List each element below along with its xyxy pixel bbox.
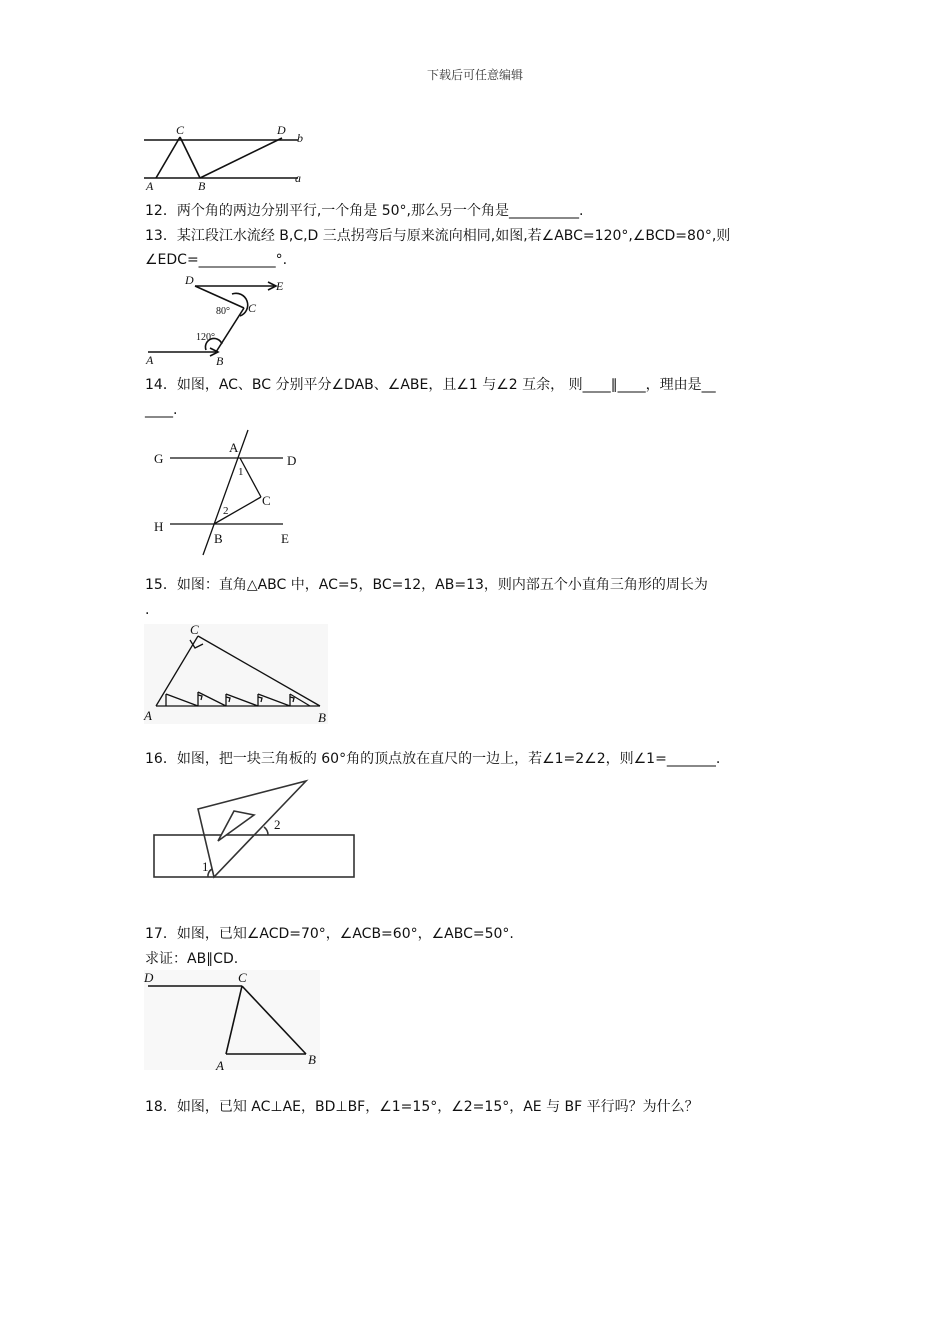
- page-header: 下载后可任意编辑: [426, 68, 523, 82]
- label-H: H: [154, 519, 164, 534]
- label-A: A: [144, 708, 152, 723]
- label-2: 2: [223, 505, 229, 517]
- ruler-triangle-figure: [150, 775, 360, 885]
- question-17-line2: 求证：AB∥CD.: [145, 951, 239, 967]
- label-C: C: [262, 493, 271, 508]
- question-15-line2: .: [145, 602, 150, 618]
- question-15-line1: 15．如图：直角△ABC 中，AC=5，BC=12，AB=13，则内部五个小直角三角形的周长为: [145, 577, 708, 593]
- angle-label-80: 80°: [216, 306, 230, 317]
- label-B: B: [198, 179, 206, 193]
- angle-bisector-figure: [148, 425, 308, 560]
- label-2: 2: [274, 817, 281, 832]
- label-D: D: [287, 453, 297, 468]
- parallel-proof-figure: [140, 968, 324, 1074]
- label-G: G: [154, 451, 164, 466]
- label-E: E: [281, 531, 289, 546]
- label-C: C: [176, 123, 185, 137]
- label-1: 1: [202, 859, 209, 874]
- label-E: E: [276, 279, 284, 293]
- label-A: A: [229, 440, 239, 455]
- label-1: 1: [238, 466, 244, 478]
- label-B: B: [214, 531, 223, 546]
- parallel-lines-figure: [140, 120, 310, 195]
- label-D: D: [277, 123, 286, 137]
- question-14-line2: ____.: [145, 402, 178, 418]
- question-14-line1: 14．如图，AC、BC 分别平分∠DAB、∠ABE，且∠1 与∠2 互余， 则____∥____，理由是__: [145, 377, 716, 393]
- label-C: C: [248, 301, 257, 315]
- label-A: A: [146, 353, 154, 367]
- question-17-line1: 17．如图，已知∠ACD=70°，∠ACB=60°，∠ABC=50°.: [145, 926, 514, 942]
- right-triangle-figure: [140, 620, 332, 728]
- label-B: B: [318, 710, 326, 725]
- question-12: 12．两个角的两边分别平行,一个角是 50°,那么另一个角是__________.: [145, 203, 584, 219]
- label-A: A: [146, 179, 154, 193]
- label-b: b: [297, 131, 303, 145]
- question-13-line2: ∠EDC=___________°.: [145, 252, 288, 268]
- question-16: 16．如图，把一块三角板的 60°角的顶点放在直尺的一边上，若∠1=2∠2，则∠1=_______.: [145, 751, 721, 767]
- label-B: B: [308, 1052, 316, 1067]
- label-C: C: [190, 622, 199, 637]
- question-18: 18．如图，已知 AC⊥AE，BD⊥BF，∠1=15°，∠2=15°，AE 与 BF 平行吗？为什么？: [145, 1099, 699, 1115]
- label-A: A: [216, 1058, 224, 1073]
- label-C: C: [238, 970, 247, 985]
- label-D: D: [185, 273, 194, 287]
- angle-label-120: 120°: [196, 332, 215, 343]
- label-a: a: [295, 171, 301, 185]
- label-B: B: [216, 354, 224, 368]
- question-13-line1: 13．某江段江水流经 B,C,D 三点拐弯后与原来流向相同,如图,若∠ABC=120°,∠BCD=80°,则: [145, 228, 731, 244]
- label-D: D: [144, 970, 154, 985]
- river-bend-figure: [140, 272, 300, 368]
